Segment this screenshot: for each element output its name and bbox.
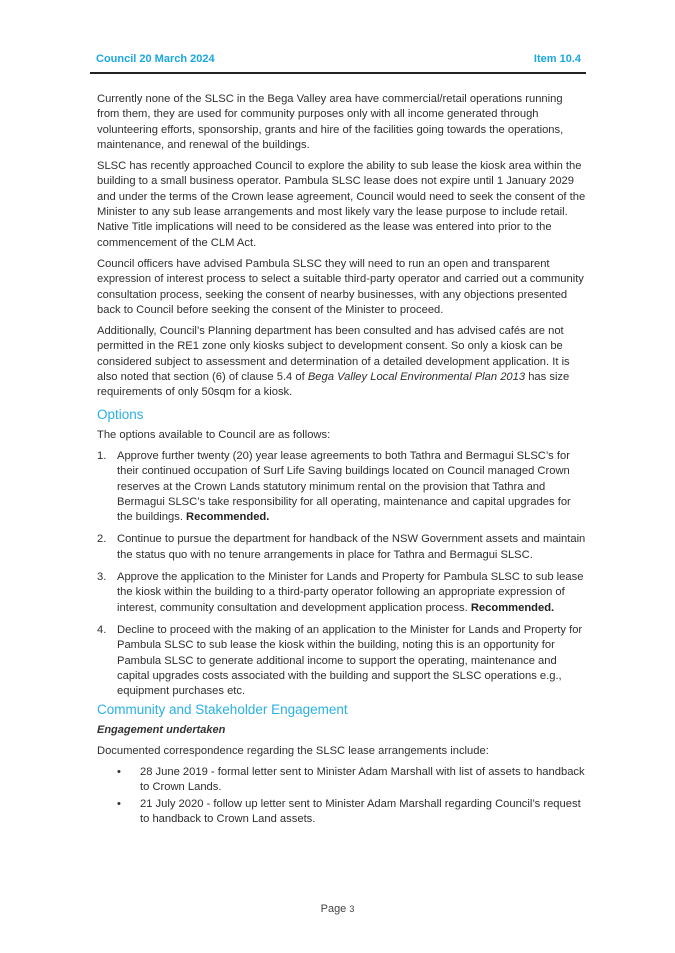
correspondence-list	[97, 765, 587, 827]
options-heading: Options	[97, 406, 144, 422]
option-item: 3. Approve the application to the Minister for Lands and Property for Pambula SLSC to sub lease the kiosk within the building to a third-party operator following an appropriate expression of interest, community consultation and development application process. Recommended.	[97, 571, 584, 614]
document-body	[97, 92, 587, 828]
page-number: 3	[349, 904, 355, 914]
page-header	[96, 53, 581, 67]
options-list	[97, 449, 587, 699]
page-label: Page	[320, 903, 347, 915]
bullet-icon: •	[117, 765, 121, 778]
header-rule	[90, 72, 586, 74]
lep-title: Bega Valley Local Environmental Plan 2013	[307, 371, 526, 384]
paragraph: Currently none of the SLSC in the Bega Valley area have commercial/retail operations running from them, they are used for community purposes only with all income generated through volunteering efforts, sponsorship, grants and hire of the facilities going towards the operations, maintenance, and renewal of the buildings.	[97, 93, 564, 151]
page-footer	[0, 903, 675, 915]
option-item: 1. Approve further twenty (20) year lease agreements to both Tathra and Bermagui SLSC’s for their continued occupation of Surf Life Saving buildings located on Council managed Crown reserves at the Crown Lands statutory minimum rental on the provision that Tathra and Bermagui SLSC’s take responsibility for all operating, maintenance and capital upgrades for the buildings. Recommended.	[97, 449, 571, 524]
item-number: Item 10.4	[533, 53, 581, 65]
list-item: • 28 June 2019 - formal letter sent to Minister Adam Marshall with list of assets to handback to Crown Lands.	[117, 765, 585, 794]
recommended-label: Recommended.	[470, 601, 555, 614]
paragraph: SLSC has recently approached Council to explore the ability to sub lease the kiosk area within the building to a small business operator. Pambula SLSC lease does not expire until 1 January 2029 and under the terms of the Crown lease agreement, Council would need to seek the consent of the Minister to any sub lease arrangements and most likely vary the lease purpose to include retail. Native Title implications will need to be considered as the lease was entered into prior to the commencement of the CLM Act.	[97, 160, 586, 249]
option-item: 4. Decline to proceed with the making of an application to the Minister for Lands and Property for Pambula SLSC to sub lease the kiosk within the building, noting this is an opportunity for Pambula SLSC to generate additional income to support the operating, maintenance and capital upgrades costs associated with the building and support the SLSC operations e.g., equipment purchases etc.	[97, 623, 583, 698]
bullet-icon: •	[117, 797, 121, 810]
options-intro: The options available to Council are as follows:	[97, 428, 331, 441]
planning-paragraph: Additionally, Council’s Planning department has been consulted and has advised cafés are not permitted in the RE1 zone only kiosks subject to development consent. So only a kiosk can be considered subject to assessment and determination of a detailed development application. It is also noted that section (6) of clause 5.4 of Bega Valley Local Environmental Plan 2013 has size requirements of only 50sqm for a kiosk.	[97, 325, 570, 399]
paragraph: Council officers have advised Pambula SLSC they will need to run an open and transparent expression of interest process to select a suitable third-party operator and carried out a community consultation process, seeking the consent of nearby businesses, with any objections presented back to Council before seeking the consent of the Minister to proceed.	[97, 257, 584, 316]
recommended-label: Recommended.	[186, 511, 270, 524]
option-item: 2. Continue to pursue the department for handback of the NSW Government assets and maintain the status quo with no tenure arrangements in place for Tathra and Bermagui SLSC.	[97, 533, 586, 561]
meeting-title: Council 20 March 2024	[96, 53, 215, 65]
engagement-heading: Community and Stakeholder Engagement	[97, 702, 348, 718]
engagement-intro: Documented correspondence regarding the SLSC lease arrangements include:	[97, 744, 489, 757]
list-item: • 21 July 2020 - follow up letter sent to Minister Adam Marshall regarding Council’s request to handback to Crown Land assets.	[117, 797, 581, 825]
engagement-subheading: Engagement undertaken	[97, 724, 226, 737]
